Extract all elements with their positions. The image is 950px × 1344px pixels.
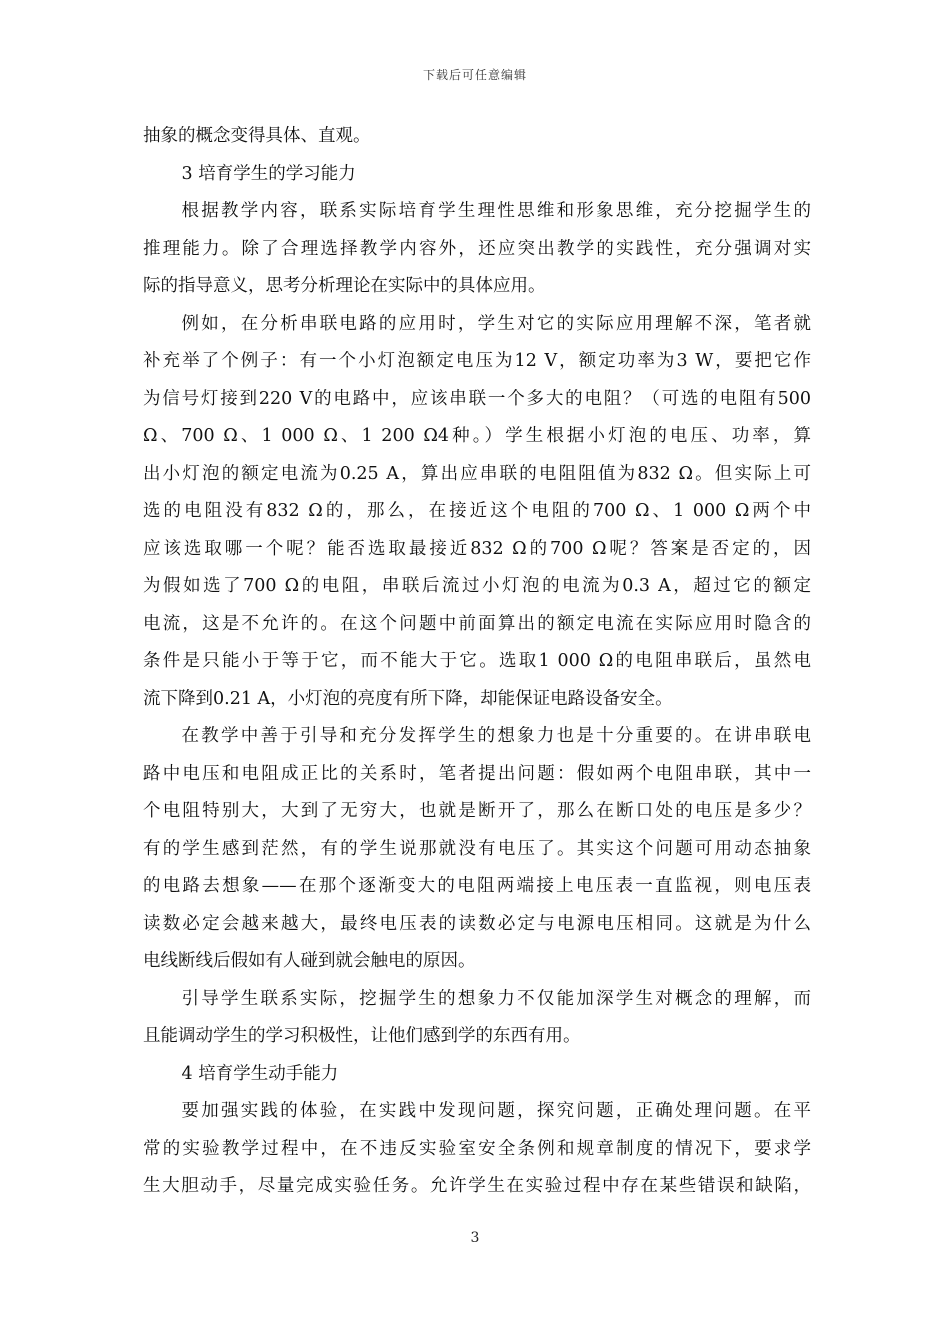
paragraph-line: 出小灯泡的额定电流为0.25 A，算出应串联的电阻阻值为832 Ω。但实际上可 [143,463,811,484]
paragraph-line: 引导学生联系实际，挖掘学生的想象力不仅能加深学生对概念的理解，而 [181,988,811,1009]
paragraph-line: 抽象的概念变得具体、直观。 [143,126,371,146]
paragraph-line: 电线断线后假如有人碰到就会触电的原因。 [143,951,476,971]
document-body [143,118,811,1206]
paragraph-line: 读数必定会越来越大，最终电压表的读数必定与电源电压相同。这就是为什么 [143,913,811,934]
paragraph-line: 根据教学内容，联系实际培育学生理性思维和形象思维，充分挖掘学生的 [181,201,811,221]
paragraph-line: 常的实验教学过程中，在不违反实验室安全条例和规章制度的情况下，要求学 [143,1138,811,1159]
paragraph-line: 生大胆动手，尽量完成实验任务。允许学生在实验过程中存在某些错误和缺陷， [143,1176,811,1196]
page-number: 3 [470,1230,480,1246]
paragraph-line: 个电阻特别大，大到了无穷大，也就是断开了，那么在断口处的电压是多少？ [143,801,811,821]
paragraph-line: 为信号灯接到220 V的电路中，应该串联一个多大的电阻？（可选的电阻有500 [143,388,811,409]
paragraph-line: 的电路去想象——在那个逐渐变大的电阻两端接上电压表一直监视，则电压表 [143,876,811,896]
section-heading-3: 3 培育学生的学习能力 [181,163,356,184]
paragraph-line: 条件是只能小于等于它，而不能大于它。选取1 000 Ω的电阻串联后，虽然电 [143,651,811,671]
paragraph-line: 为假如选了700 Ω的电阻，串联后流过小灯泡的电流为0.3 A，超过它的额定 [143,576,811,596]
paragraph-line: 且能调动学生的学习积极性，让他们感到学的东西有用。 [143,1026,581,1046]
paragraph-line: 电流，这是不允许的。在这个问题中前面算出的额定电流在实际应用时隐含的 [143,613,811,634]
paragraph-line: 补充举了个例子：有一个小灯泡额定电压为12 V，额定功率为3 W，要把它作 [143,351,811,371]
paragraph-line: 例如，在分析串联电路的应用时，学生对它的实际应用理解不深，笔者就 [181,313,811,334]
paragraph-line: 流下降到0.21 A，小灯泡的亮度有所下降，却能保证电路设备安全。 [143,688,673,709]
paragraph-line: 选的电阻没有832 Ω的，那么，在接近这个电阻的700 Ω、1 000 Ω两个中 [143,501,811,521]
paragraph-line: 际的指导意义，思考分析理论在实际中的具体应用。 [143,276,546,296]
paragraph-line: 推理能力。除了合理选择教学内容外，还应突出教学的实践性，充分强调对实 [143,238,811,259]
paragraph-line: 在教学中善于引导和充分发挥学生的想象力也是十分重要的。在讲串联电 [181,726,811,746]
section-heading-4: 4 培育学生动手能力 [181,1063,339,1084]
paragraph-line: 有的学生感到茫然，有的学生说那就没有电压了。其实这个问题可用动态抽象 [143,838,811,859]
page-header-note: 下载后可任意编辑 [422,68,527,82]
paragraph-line: 路中电压和电阻成正比的关系时，笔者提出问题：假如两个电阻串联，其中一 [143,763,811,784]
paragraph-line: 应该选取哪一个呢？能否选取最接近832 Ω的700 Ω呢？答案是否定的，因 [143,538,811,559]
paragraph-line: 要加强实践的体验，在实践中发现问题，探究问题，正确处理问题。在平 [181,1101,811,1121]
paragraph-line: Ω、700 Ω、1 000 Ω、1 200 Ω4种。）学生根据小灯泡的电压、功率，算 [143,426,811,446]
